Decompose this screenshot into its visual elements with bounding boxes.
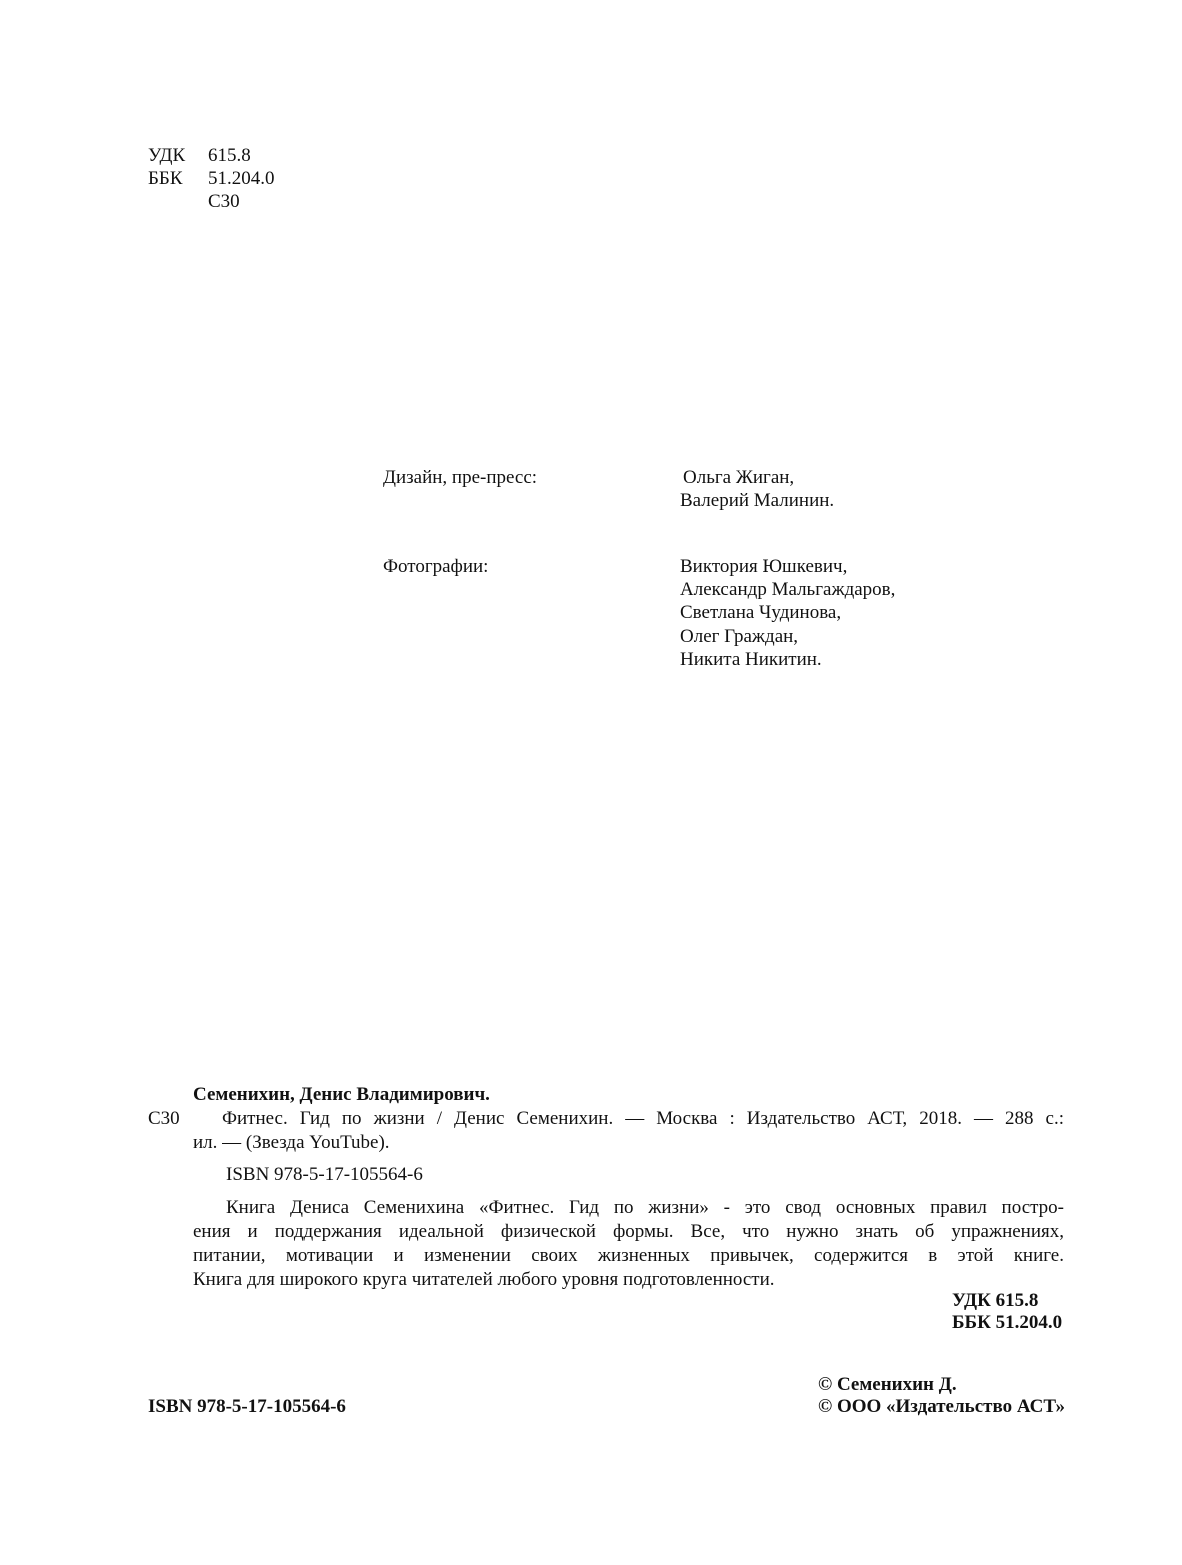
annotation-line: питании, мотивации и изменении своих жизненных привычек, содержится в этой книге.	[193, 1245, 1064, 1266]
bib-line: Фитнес. Гид по жизни / Денис Семенихин. — Москва : Издательство АСТ, 2018. — 288 с.:	[222, 1108, 1064, 1129]
catalog-author-mark: С30	[148, 1108, 180, 1129]
photo-name: Светлана Чудинова,	[680, 602, 842, 623]
footer-isbn: ISBN 978-5-17-105564-6	[148, 1396, 346, 1417]
design-name: Валерий Малинин.	[680, 490, 835, 511]
catalog-bbk: ББК 51.204.0	[952, 1312, 1063, 1333]
annotation-line: ения и поддержания идеальной физической формы. Все, что нужно знать об упражнениях,	[193, 1221, 1064, 1242]
author-mark: С30	[208, 191, 240, 212]
udk-label: УДК	[148, 145, 186, 166]
bbk-label: ББК	[148, 168, 183, 189]
copyright-author: © Семенихин Д.	[818, 1374, 957, 1395]
author-heading: Семенихин, Денис Владимирович.	[193, 1084, 490, 1105]
copyright-publisher: © ООО «Издательство АСТ»	[818, 1396, 1066, 1417]
photo-name: Александр Мальгаждаров,	[680, 579, 896, 600]
annotation-line: Книга для широкого круга читателей любого уровня подготовленности.	[193, 1269, 775, 1290]
photo-label: Фотографии:	[383, 556, 489, 577]
catalog-udk: УДК 615.8	[952, 1290, 1039, 1311]
photo-name: Никита Никитин.	[680, 649, 822, 670]
bbk-value: 51.204.0	[208, 168, 275, 189]
photo-name: Виктория Юшкевич,	[680, 556, 848, 577]
udk-value: 615.8	[208, 145, 251, 166]
bib-line: ил. — (Звезда YouTube).	[193, 1132, 390, 1153]
photo-name: Олег Граждан,	[680, 626, 799, 647]
catalog-isbn: ISBN 978-5-17-105564-6	[226, 1164, 423, 1185]
design-label: Дизайн, пре-пресс:	[383, 467, 538, 488]
annotation-line: Книга Дениса Семенихина «Фитнес. Гид по жизни» - это свод основных правил постро-	[226, 1197, 1064, 1218]
design-name: Ольга Жиган,	[683, 467, 795, 488]
